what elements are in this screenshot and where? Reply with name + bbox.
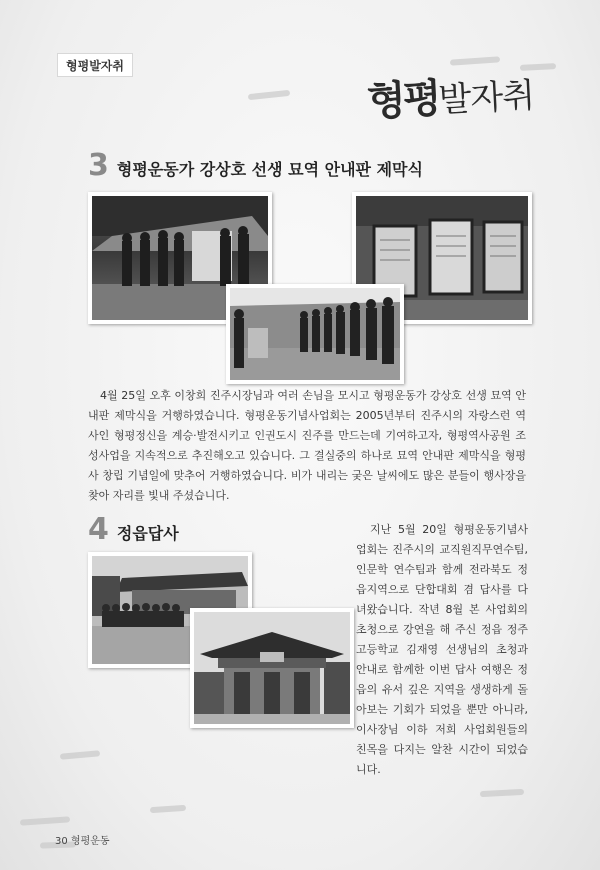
gate-photo <box>190 608 354 728</box>
tent-crowd-photo <box>226 284 404 384</box>
section4-number: 4 <box>88 512 109 547</box>
section3-number: 3 <box>88 148 109 183</box>
brush-stroke <box>150 805 186 813</box>
section3-heading <box>88 148 423 183</box>
page-title-part2: 발자취 <box>437 75 536 121</box>
page-title <box>366 62 536 128</box>
brush-stroke <box>20 816 70 825</box>
page-footer: 30 형평운동 <box>55 836 110 847</box>
section4-title: 정읍답사 <box>116 524 179 543</box>
tent-crowd-photo-image <box>230 288 400 380</box>
page-title-part1: 형평 <box>366 74 440 126</box>
brush-stroke <box>248 90 290 100</box>
brush-stroke <box>60 750 100 759</box>
brush-stroke <box>480 789 524 797</box>
section4-heading <box>88 512 179 547</box>
section-tag: 형평발자취 <box>58 54 132 76</box>
section3-title: 형평운동가 강상호 선생 묘역 안내판 제막식 <box>116 160 423 179</box>
section4-body: 지난 5월 20일 형평운동기념사업회는 진주시의 교직원직무연수팀, 인문학 연수팀과 함께 전라북도 정읍지역으로 단합대회 겸 답사를 다녀왔습니다. 작년 8월 본 사업회의 초청으로 강연을 해 주신 정읍 정주고등학교 김재영 선생님의 초청과 안내로 함께한 이번 답사 여행은 정읍의 유서 깊은 지역을 생생하게 돌아보는 기회가 되었을 뿐만 아니라, 이사장님 이하 저희 사업회원들의 친목을 다지는 알찬 시간이 되었습니다. <box>356 523 528 776</box>
section3-body: 4월 25일 오후 이창희 진주시장님과 여러 손님을 모시고 형평운동가 강상호 선생 묘역 안내판 제막식을 거행하였습니다. 형평운동기념사업회는 2005년부터 진주시의 자랑스런 역사인 형평정신을 계승·발전시키고 인권도시 진주를 만드는데 기여하고자, 형평역사공원 조성사업을 지속적으로 추진해오고 있습니다. 그 결실중의 하나로 묘역 안내판 제막식을 형평사 창립 기념일에 맞추어 거행하였습니다. 비가 내리는 궂은 날씨에도 많은 분들이 행사장을 찾아 자리를 빛내 주셨습니다. <box>88 389 526 502</box>
gate-photo-image <box>194 612 350 724</box>
